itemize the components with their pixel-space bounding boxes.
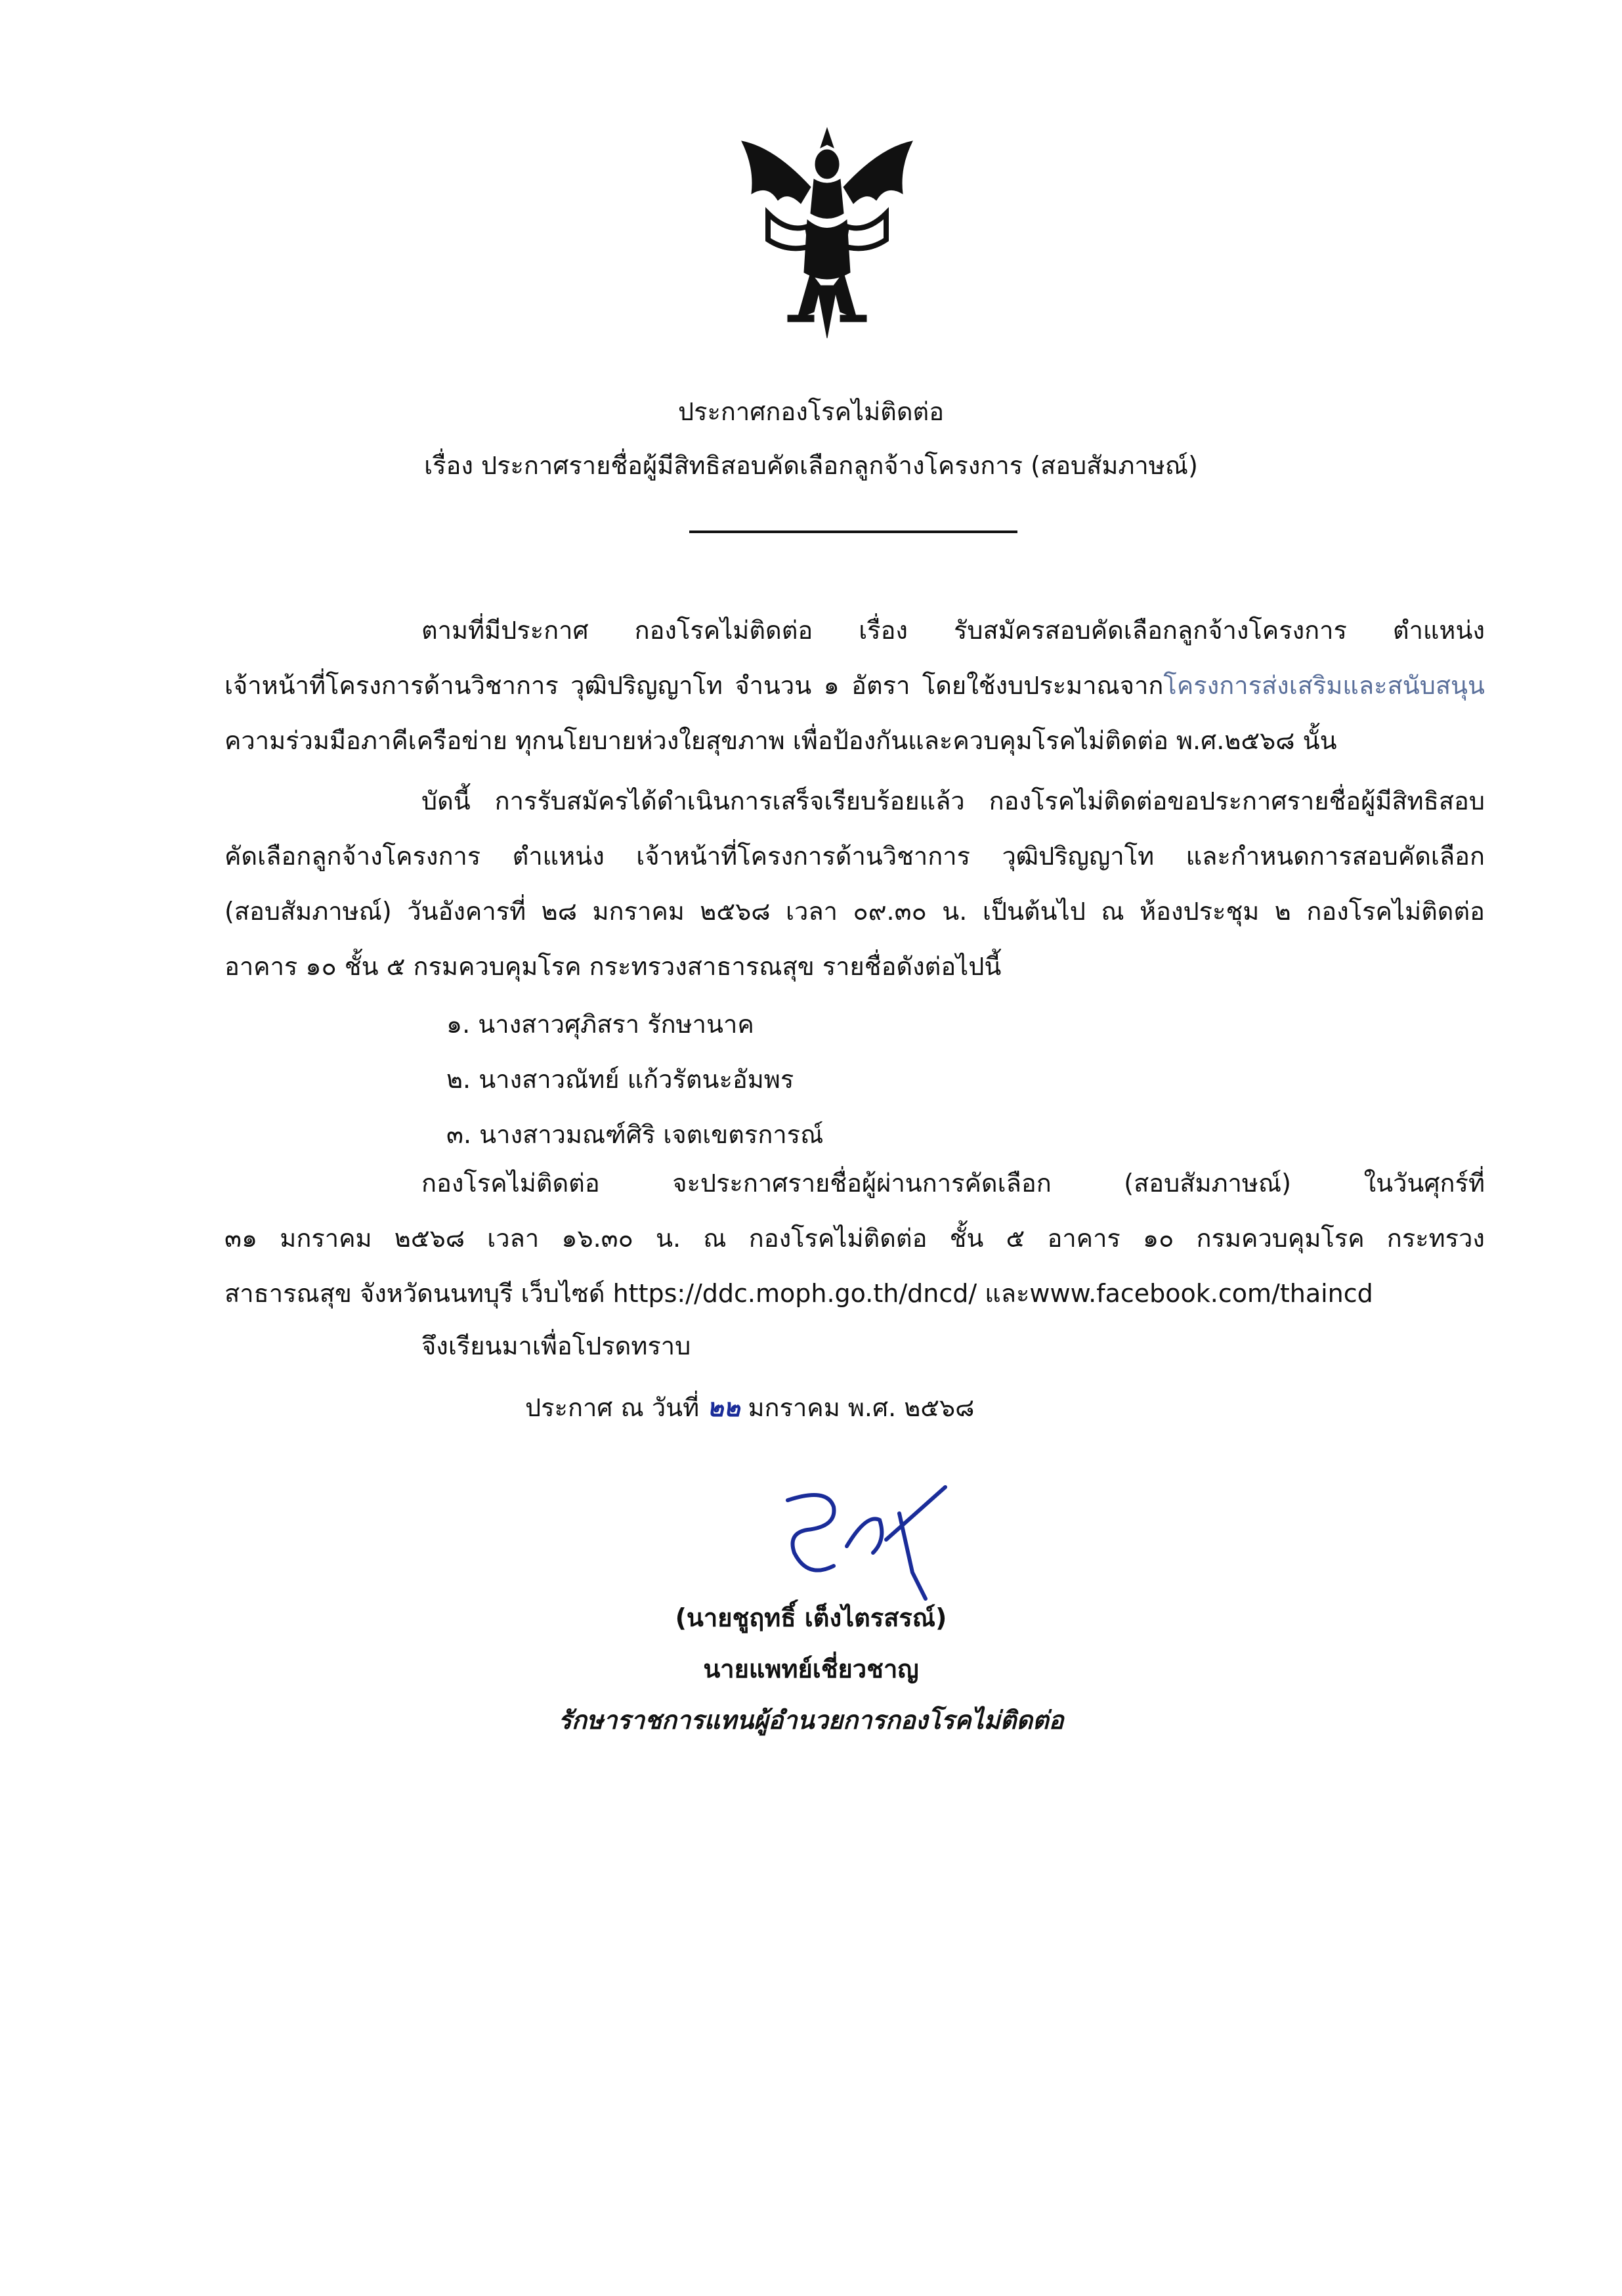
signature-icon [748, 1474, 958, 1605]
signatory-name: (นายชูฤทธิ์ เต็งไตรสรณ์) [675, 1603, 947, 1632]
paragraph-result [224, 1156, 1485, 1321]
announce-date-day: ๒๒ [707, 1393, 740, 1422]
document-subject: เรื่อง ประกาศรายชื่อผู้มีสิทธิสอบคัดเลือกลูกจ้างโครงการ (สอบสัมภาษณ์) [424, 451, 1198, 480]
para1-line2 [224, 658, 1485, 713]
para3-line1: กองโรคไม่ติดต่อ จะประกาศรายชื่อผู้ผ่านการคัดเลือก (สอบสัมภาษณ์) ในวันศุกร์ที่ [421, 1169, 1485, 1198]
para1-line1: ตามที่มีประกาศ กองโรคไม่ติดต่อ เรื่อง รับสมัครสอบคัดเลือกลูกจ้างโครงการ ตำแหน่ง [421, 616, 1485, 645]
candidate-list [446, 997, 823, 1162]
para2-line1: บัดนี้ การรับสมัครได้ดำเนินการเสร็จเรียบร้อยแล้ว กองโรคไม่ติดต่อขอประกาศรายชื่อผู้มีสิทธิสอบ [421, 787, 1485, 815]
announce-date [525, 1380, 975, 1435]
paragraph-intro [224, 603, 1485, 768]
paragraph-schedule [224, 773, 1485, 994]
closing-text: จึงเรียนมาเพื่อโปรดทราบ [421, 1332, 691, 1360]
list-item: ๓. นางสาวมณฑ์ศิริ เจตเขตรการณ์ [446, 1120, 824, 1149]
list-item: ๑. นางสาวศุภิสรา รักษานาค [446, 1010, 754, 1039]
para2-line4: อาคาร ๑๐ ชั้น ๕ กรมควบคุมโรค กระทรวงสาธารณสุข รายชื่อดังต่อไปนี้ [224, 952, 1002, 981]
para2-line3: (สอบสัมภาษณ์) วันอังคารที่ ๒๘ มกราคม ๒๕๖๘ เวลา ๐๙.๓๐ น. เป็นต้นไป ณ ห้องประชุม ๒ กองโรคไม่ติดต่อ [224, 897, 1485, 926]
project-name-link: โครงการส่งเสริมและสนับสนุน [1163, 671, 1485, 700]
para1-line3: ความร่วมมือภาคีเครือข่าย ทุกนโยบายห่วงใยสุขภาพ เพื่อป้องกันและควบคุมโรคไม่ติดต่อ พ.ศ.๒๕๖๘ นั้น [224, 726, 1337, 755]
announce-date-suffix: มกราคม พ.ศ. ๒๕๖๘ [748, 1393, 975, 1422]
garuda-emblem-icon [729, 121, 926, 345]
para3-line2: ๓๑ มกราคม ๒๕๖๘ เวลา ๑๖.๓๐ น. ณ กองโรคไม่ติดต่อ ชั้น ๕ อาคาร ๑๐ กรมควบคุมโรค กระทรวง [224, 1224, 1485, 1253]
signatory-acting: รักษาราชการแทนผู้อำนวยการกองโรคไม่ติดต่อ [558, 1706, 1064, 1735]
para1-line2a: เจ้าหน้าที่โครงการด้านวิชาการ วุฒิปริญญาโท จำนวน ๑ อัตรา โดยใช้งบประมาณจาก [224, 671, 1164, 700]
signatory-position: นายแพทย์เชี่ยวชาญ [703, 1655, 919, 1683]
para3-line3: สาธารณสุข จังหวัดนนทบุรี เว็บไซด์ https://ddc.moph.go.th/dncd/ และwww.facebook.com/thaincd [224, 1279, 1373, 1308]
para2-line2: คัดเลือกลูกจ้างโครงการ ตำแหน่ง เจ้าหน้าที่โครงการด้านวิชาการ วุฒิปริญญาโท และกำหนดการสอบคัดเลือก [224, 842, 1485, 871]
list-item: ๒. นางสาวณัทย์ แก้วรัตนะอัมพร [446, 1065, 794, 1094]
document-title: ประกาศกองโรคไม่ติดต่อ [677, 397, 945, 426]
title-divider [689, 531, 1017, 533]
announce-date-prefix: ประกาศ ณ วันที่ [525, 1393, 700, 1422]
